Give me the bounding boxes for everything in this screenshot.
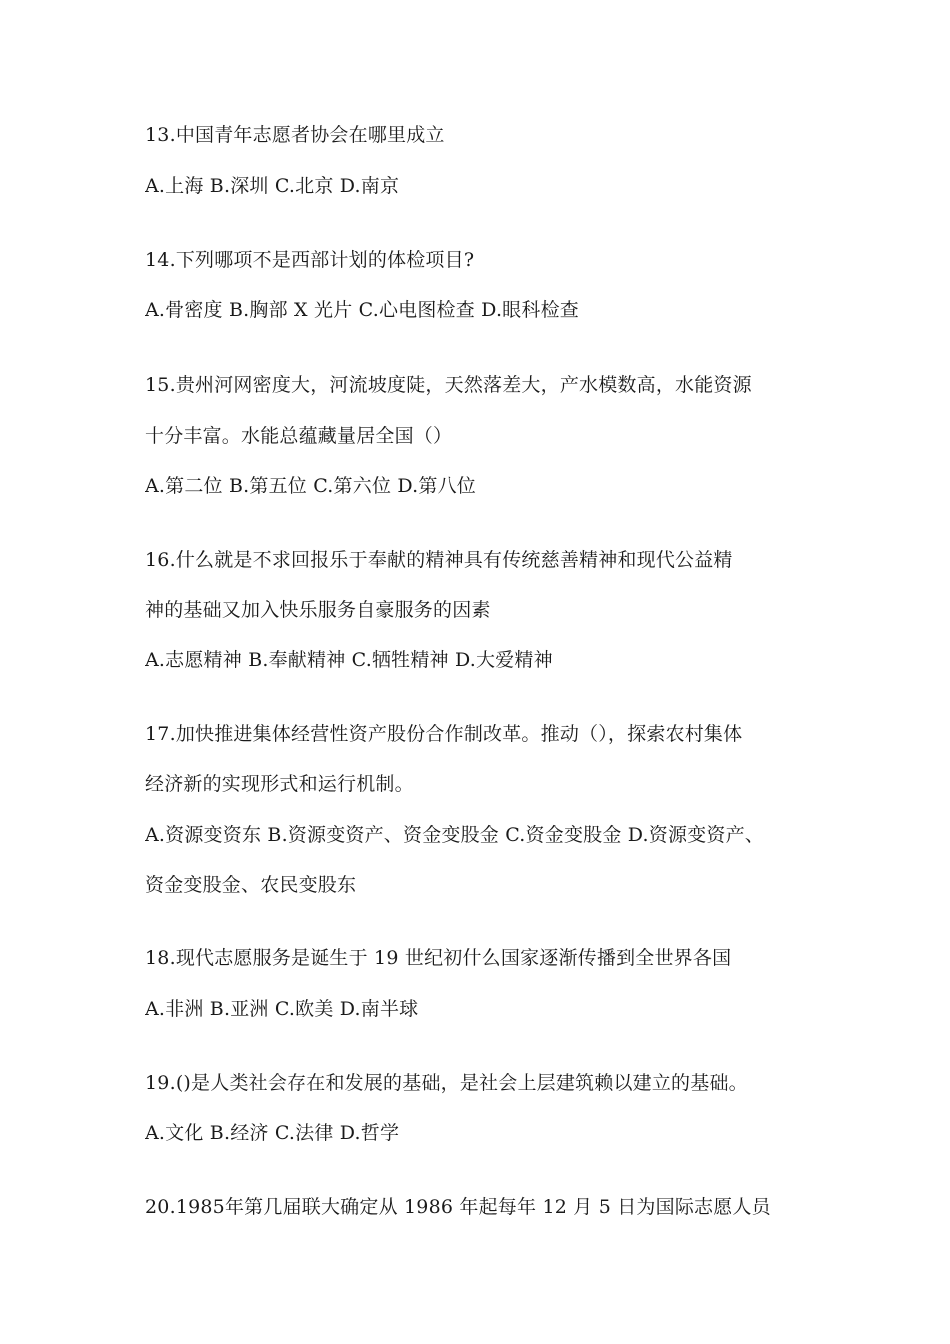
question-19-options: A.文化 B.经济 C.法律 D.哲学 — [145, 1122, 400, 1144]
question-17-stem-line-1: 17.加快推进集体经营性资产股份合作制改革。推动（），探索农村集体 — [145, 723, 743, 745]
question-17-stem-line-2: 经济新的实现形式和运行机制。 — [145, 773, 414, 795]
question-13-options: A.上海 B.深圳 C.北京 D.南京 — [145, 175, 400, 197]
question-17-options-line-2: 资金变股金、农民变股东 — [145, 874, 357, 896]
question-18-stem: 18.现代志愿服务是诞生于 19 世纪初什么国家逐渐传播到全世界各国 — [145, 947, 732, 969]
question-20-stem: 20.1985年第几届联大确定从 1986 年起每年 12 月 5 日为国际志愿人员 — [145, 1196, 771, 1218]
question-16-stem-line-1: 16.什么就是不求回报乐于奉献的精神具有传统慈善精神和现代公益精 — [145, 549, 733, 571]
question-13-stem: 13.中国青年志愿者协会在哪里成立 — [145, 124, 445, 146]
question-14-stem: 14.下列哪项不是西部计划的体检项目? — [145, 249, 475, 271]
question-19-stem: 19.()是人类社会存在和发展的基础，是社会上层建筑赖以建立的基础。 — [145, 1072, 748, 1094]
question-16-options: A.志愿精神 B.奉献精神 C.牺牲精神 D.大爱精神 — [145, 649, 553, 671]
question-18-options: A.非洲 B.亚洲 C.欧美 D.南半球 — [145, 998, 419, 1020]
question-15-options: A.第二位 B.第五位 C.第六位 D.第八位 — [145, 475, 476, 497]
question-17-options-line-1: A.资源变资东 B.资源变资产、资金变股金 C.资金变股金 D.资源变资产、 — [145, 824, 764, 846]
question-15-stem-line-1: 15.贵州河网密度大，河流坡度陡，天然落差大，产水模数高，水能资源 — [145, 374, 752, 396]
question-16-stem-line-2: 神的基础又加入快乐服务自豪服务的因素 — [145, 599, 491, 621]
question-14-options: A.骨密度 B.胸部 X 光片 C.心电图检查 D.眼科检查 — [145, 299, 579, 321]
question-15-stem-line-2: 十分丰富。水能总蕴藏量居全国（） — [145, 425, 453, 447]
